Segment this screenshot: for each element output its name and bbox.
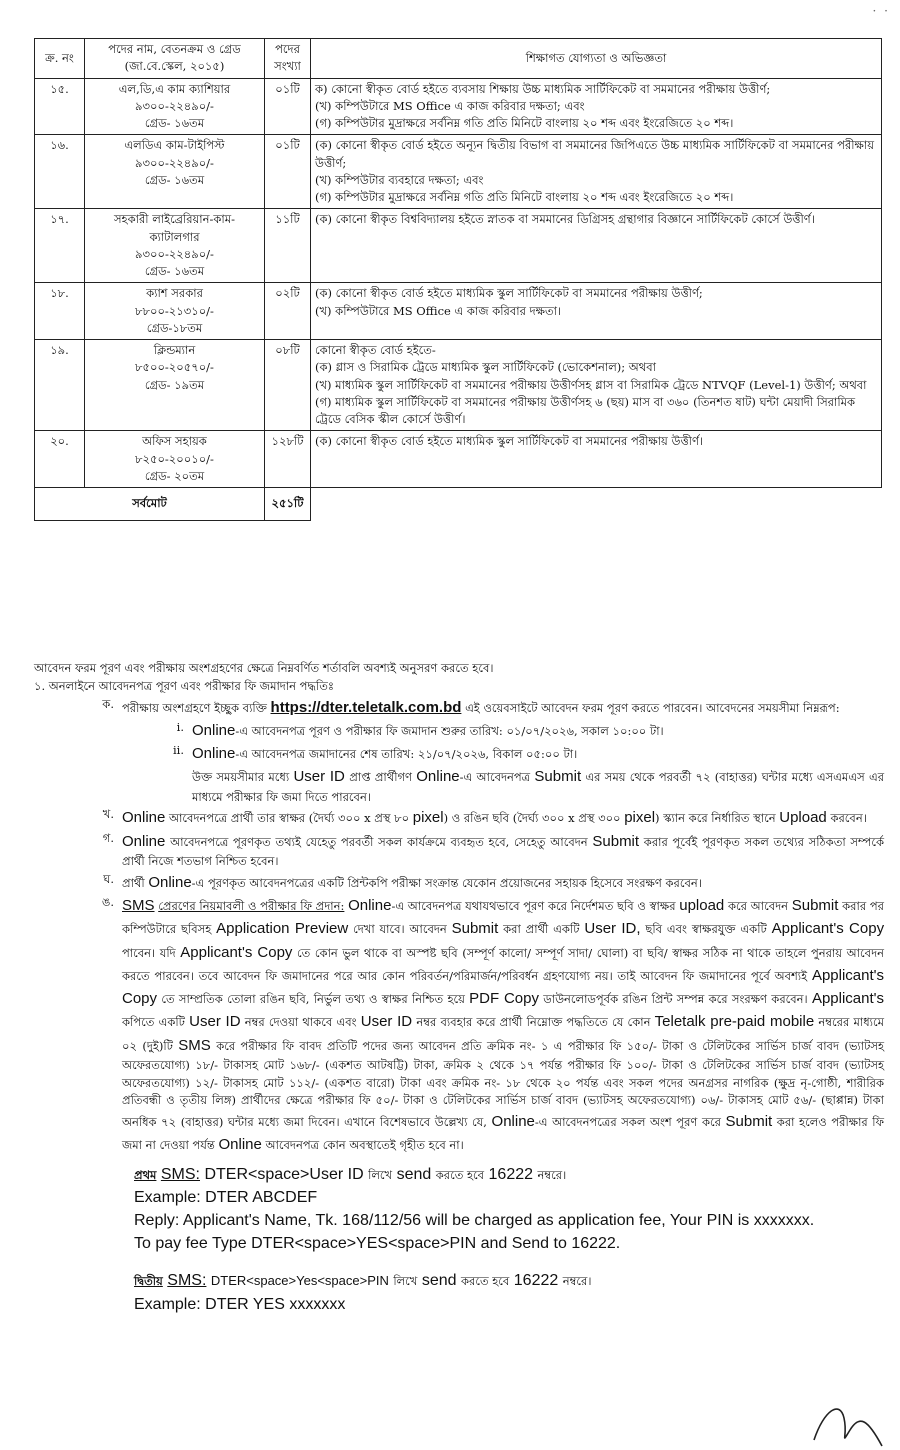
table-total-row <box>35 488 882 521</box>
item-uma-label: ঙ. <box>101 895 114 909</box>
qualification-line: (ক) গ্লাস ও সিরামিক ট্রেডে মাধ্যমিক স্কুল সার্টিফিকেট (ভোকেশনাল); অথবা <box>315 360 656 375</box>
first-sms-send: send <box>396 1165 432 1183</box>
item-kha-text-1: আবেদনপত্রে প্রার্থী তার স্বাক্ষর (দৈর্ঘ্য ৩০০ x প্রস্থ ৮০ <box>169 811 410 826</box>
post-name-line: এলডিএ কাম-টাইপিস্ট <box>124 138 225 153</box>
item-uma <box>34 894 884 1157</box>
item-ka <box>34 696 884 719</box>
row-serial: ১৮. <box>35 283 85 340</box>
item-ka-text-2: এই ওয়েবসাইটে আবেদন ফরম পূরণ করতে পারবেন। আবেদনের সময়সীমা নিম্নরূপ: <box>465 700 840 715</box>
item-kha-text-4: করবেন। <box>830 811 867 826</box>
item-kha-pixel-1: pixel <box>412 809 444 827</box>
item-uma-sms-2: SMS <box>178 1036 211 1054</box>
item-uma-text-6: ছবি এবং স্বাক্ষরযুক্ত একটি <box>645 922 767 937</box>
row-qualification <box>311 431 882 488</box>
post-name-line: ৮৫০০-২০৫৭০/- <box>135 360 214 375</box>
item-i-online: Online <box>192 721 236 739</box>
item-uma-online: Online <box>348 897 392 914</box>
second-sms-label: দ্বিতীয় <box>134 1274 163 1289</box>
second-sms-bn-1: লিখে <box>393 1274 418 1289</box>
item-ga-submit: Submit <box>592 832 640 850</box>
item-uma-text-11: কপিতে একটি <box>122 1015 185 1030</box>
row-post-count: ০৮টি <box>265 340 311 431</box>
first-sms-line <box>134 1163 884 1186</box>
item-uma-submit-2: Submit <box>451 920 499 938</box>
item-ka-text: পরীক্ষায় অংশগ্রহণে ইচ্ছুক ব্যক্তি <box>122 700 267 715</box>
item-ii-label: ii. <box>172 743 184 758</box>
item-uma-text-3: করার পর কম্পিউটারে ছবিসহ <box>122 899 884 937</box>
item-i <box>34 719 884 742</box>
item-gha-label: ঘ. <box>103 871 114 886</box>
item-ga-label: গ. <box>102 830 114 845</box>
item-ii <box>34 742 884 806</box>
item-ii-online-2: Online <box>416 768 460 786</box>
table-row <box>35 78 882 135</box>
instructions-section <box>34 660 884 1316</box>
row-qualification <box>311 283 882 340</box>
row-post-name <box>85 283 265 340</box>
table-body <box>35 78 882 488</box>
item-uma-teletalk: Teletalk pre-paid mobile <box>654 1013 815 1031</box>
qualification-line: (ক) কোনো স্বীকৃত বিশ্ববিদ্যালয় হইতে স্নাতক বা সমমানের ডিগ্রিসহ গ্রন্থাগার বিজ্ঞানে সার্টিফিকেট কোর্সে উত্তীর্ণ। <box>315 212 815 227</box>
item-ii-extra-2: প্রাপ্ত প্রার্থীগণ <box>349 770 412 785</box>
qualification-line: (খ) কম্পিউটার ব্যবহারে দক্ষতা; এবং <box>315 172 484 187</box>
first-sms-bn-2: করতে হবে <box>435 1167 485 1182</box>
row-post-name <box>85 431 265 488</box>
table-row <box>35 283 882 340</box>
item-ga-text-2: করার পূর্বেই পূরণকৃত সকল তথ্যের সঠিকতা সম্পর্কে প্রার্থী নিজে শতভাগ নিশ্চিত হবেন। <box>122 834 884 868</box>
row-post-count: ১১টি <box>265 209 311 283</box>
posts-table <box>34 38 882 521</box>
first-sms-number: 16222 <box>488 1165 534 1183</box>
second-sms-bn-2: করতে হবে <box>460 1274 510 1289</box>
signature-mark <box>810 1390 890 1450</box>
post-name-line: ৯৩০০-২২৪৯০/- <box>135 155 214 170</box>
qualification-line: (ক) কোনো স্বীকৃত বোর্ড হইতে মাধ্যমিক স্কুল সার্টিফিকেট বা সমমানের পরীক্ষায় উত্তীর্ণ; <box>315 286 703 301</box>
post-name-line: ৯৩০০-২২৪৯০/- <box>135 98 214 113</box>
item-uma-text-5: করা প্রার্থী একটি <box>503 922 580 937</box>
qualification-line: (ক) কোনো স্বীকৃত বোর্ড হইতে অন্যূন দ্বিতীয় বিভাগ বা সমমানের জিপিএতে উচ্চ মাধ্যমিক সার্টিফিকেট বা সমমানের পরীক্ষায় উত্তীর্ণ; <box>315 138 874 170</box>
item-gha-text-2: -এ পূরণকৃত আবেদনপত্রের একটি প্রিন্টকপি পরীক্ষা সংক্রান্ত যেকোন প্রয়োজনের সহায়ক হিসেবে সংরক্ষণ করবেন। <box>191 875 702 890</box>
example-2: Example: DTER YES xxxxxxx <box>134 1295 346 1313</box>
table-row <box>35 209 882 283</box>
post-name-line: গ্রেড- ১৯তম <box>144 377 205 392</box>
item-gha-text-1: প্রার্থী <box>122 875 145 890</box>
post-name-line: গ্রেড- ২০তম <box>144 468 205 483</box>
row-serial: ১৫. <box>35 78 85 135</box>
item-uma-submit: Submit <box>791 897 839 914</box>
item-uma-submit-3: Submit <box>725 1113 773 1131</box>
item-uma-text-8: তে কোন ভুল থাকে বা অস্পষ্ট ছবি (সম্পূর্ণ কালো/ সম্পূর্ণ সাদা/ ঘোলা) বা ছবি/ স্বাক্ষর সঠিক না থাকে তাহলে পুনরায় আবেদন করতে পারবেন। তবে আবেদন ফি জমাদানের পরে আর কোন পরিবর্তন/পরিমার্জন/পরিবর্ধন গ্রহণযোগ্য নয়। তাই আবেদন ফি জমাদানের পূর্বে অবশ্যই <box>122 945 884 983</box>
second-sms-number: 16222 <box>513 1272 559 1290</box>
post-name-line: সহকারী লাইব্রেরিয়ান-কাম-ক্যাটালগার <box>113 212 236 244</box>
second-sms-command: DTER<space>Yes<space>PIN <box>210 1273 389 1289</box>
section-1-title: ১. অনলাইনে আবেদনপত্র পূরণ এবং পরীক্ষার ফি জমাদান পদ্ধতিঃ <box>34 678 334 693</box>
item-kha-text-3: ) স্ক্যান করে নির্ধারিত স্থানে <box>655 811 776 826</box>
item-ii-extra-3: -এ আবেদনপত্র <box>459 770 531 785</box>
first-sms-bn-3: নম্বরে। <box>537 1167 567 1182</box>
post-name-line: ৮২৫০-২০০১০/- <box>135 451 214 466</box>
item-uma-userid: User ID, <box>584 920 641 938</box>
item-i-text: -এ আবেদনপত্র পূরণ ও পরীক্ষার ফি জমাদান শুরুর তারিখ: ০১/০৭/২০২৬, সকাল ১০:০০ টা। <box>235 723 664 738</box>
item-uma-copy: Applicant's Copy <box>771 920 885 938</box>
row-qualification <box>311 209 882 283</box>
table-row <box>35 340 882 431</box>
row-serial: ১৯. <box>35 340 85 431</box>
post-name-line: ক্যাশ সরকার <box>146 286 203 301</box>
item-uma-heading: প্রেরণের নিয়মাবলী ও পরীক্ষার ফি প্রদান: <box>158 899 345 913</box>
second-sms-line <box>134 1269 884 1292</box>
item-ga-online: Online <box>122 832 166 850</box>
corner-scan-mark: · · <box>872 4 890 18</box>
item-uma-copy-4: Applicant's <box>811 990 885 1007</box>
to-pay-text: To pay fee Type DTER<space>YES<space>PIN and Send to 16222. <box>134 1235 621 1253</box>
instructions-intro: আবেদন ফরম পূরণ এবং পরীক্ষায় অংশগ্রহণের ক্ষেত্রে নিম্নবর্ণিত শর্তাবলি অবশ্যই অনুসরণ করতে হবে। <box>34 661 494 675</box>
application-website-link[interactable]: https://dter.teletalk.com.bd <box>270 698 462 716</box>
item-ga-text-1: আবেদনপত্রে পূরণকৃত তথ্যই যেহেতু পরবর্তী সকল কার্যক্রমে ব্যবহৃত হবে, সেহেতু আবেদন <box>170 834 588 849</box>
example-1: Example: DTER ABCDEF <box>134 1188 318 1206</box>
row-post-name <box>85 209 265 283</box>
sms-instructions <box>134 1163 884 1316</box>
item-kha-label: খ. <box>102 807 114 822</box>
row-qualification <box>311 135 882 209</box>
first-sms-command: DTER<space>User ID <box>204 1165 364 1183</box>
item-uma-userid-2: User ID <box>189 1013 241 1031</box>
row-serial: ১৬. <box>35 135 85 209</box>
row-qualification <box>311 340 882 431</box>
item-uma-text-7: পাবেন। যদি <box>122 945 176 960</box>
item-kha-upload: Upload <box>779 809 827 827</box>
first-sms-label: প্রথম <box>134 1167 157 1182</box>
second-sms-send: send <box>421 1272 457 1290</box>
post-name-line: গ্রেড-১৮তম <box>146 320 203 335</box>
item-uma-text-10: ডাউনলোডপূর্বক রঙিন প্রিন্ট সম্পন্ন করে সংরক্ষণ করবেন। <box>543 992 808 1006</box>
item-kha-pixel-2: pixel <box>624 809 656 827</box>
total-value: ২৫১টি <box>265 488 311 521</box>
row-post-name <box>85 340 265 431</box>
qualification-line: (ক) কোনো স্বীকৃত বোর্ড হইতে মাধ্যমিক স্কুল সার্টিফিকেট বা সমমানের পরীক্ষায় উত্তীর্ণ। <box>315 434 704 449</box>
row-qualification <box>311 78 882 135</box>
row-post-name <box>85 135 265 209</box>
row-post-count: ০২টি <box>265 283 311 340</box>
qualification-line: (খ) কম্পিউটারে MS Office এ কাজ করিবার দক্ষতা; এবং <box>315 98 585 113</box>
post-name-line: ৯৩০০-২২৪৯০/- <box>135 246 214 261</box>
row-serial: ১৭. <box>35 209 85 283</box>
item-gha-online: Online <box>148 873 192 891</box>
item-ga <box>34 830 884 871</box>
item-kha-online: Online <box>122 809 166 827</box>
item-i-label: i. <box>176 719 184 734</box>
qualification-line: ক) কোনো স্বীকৃত বোর্ড হইতে ব্যবসায় শিক্ষায় উচ্চ মাধ্যমিক সার্টিফিকেট বা সমমানের পরীক্ষায় উত্তীর্ণ; <box>315 81 771 96</box>
item-kha-text-2: ) ও রঙিন ছবি (দৈর্ঘ্য ৩০০ x প্রস্থ ৩০০ <box>443 811 621 826</box>
item-uma-upload: upload <box>679 897 725 914</box>
item-uma-text-13: নম্বর ব্যবহার করে প্রার্থী নিম্নোক্ত পদ্ধতিতে যে কোন <box>416 1015 651 1030</box>
item-uma-text-18: আবেদনপত্র কোন অবস্থাতেই গৃহীত হবে না। <box>265 1138 464 1153</box>
post-name-line: ৮৮০০-২১৩১০/- <box>135 303 214 318</box>
qualification-line: (গ) মাধ্যমিক স্কুল সার্টিফিকেট বা সমমানের পরীক্ষায় উত্তীর্ণসহ ৬ (ছয়) মাস বা ৩৬০ (তিনশত ষাট) ঘন্টা মেয়াদী সিরামিক ট্রেডে বেসিক স্কীল কোর্সে উত্তীর্ণ। <box>315 394 856 426</box>
item-uma-text-15: করে পরীক্ষার ফি বাবদ প্রতিটি পদের জন্য আবেদন প্রতি ক্রমিক নং- ১ এ পরীক্ষার ফি ১৫০/- টাকা ও টেলিটকের সার্ভিস চার্জ বাবদ (ভ্যাটসহ অফেরতযোগ্য) ১৮/- টাকাসহ মোট ১৬৮/- (একশত আটষট্টি) টাকা, ক্রমিক ২ থেকে ১৭ পর্যন্ত পরীক্ষার ফি ১০০/- টাকা ও টেলিটকের সার্ভিস চার্জ বাবদ (ভ্যাটসহ অফেরতযোগ্য) ১২/- টাকাসহ মোট ১১২/- (একশত বারো) টাকা এবং ক্রমিক নং- ১৮ থেকে ২০ পর্যন্ত এবং সকল পদের অনগ্রসর নাগরিক (ক্ষুদ্র নৃ-গোষ্ঠী, শারীরিক প্রতিবন্ধী ও তৃতীয় লিঙ্গ) প্রার্থীদের ক্ষেত্রে পরীক্ষার ফি ৫০/- টাকা ও টেলিটকের সার্ভিস চার্জ বাবদ (ভ্যাটসহ অফেরতযোগ্য) ০৬/- টাকাসহ মোট ৫৬/- (ছাপ্পান্ন) টাকা অনধিক ৭২ (বাহাত্তর) ঘন্টার মধ্যে জমা দিবেন। এখানে বিশেষভাবে উল্লেখ্য যে, <box>122 1038 885 1130</box>
second-sms-bn-3: নম্বরে। <box>562 1274 592 1289</box>
post-name-line: এল,ডি,এ কাম ক্যাশিয়ার <box>118 81 231 96</box>
header-post-count: পদের সংখ্যা <box>265 39 311 79</box>
item-uma-text-9: তে সাম্প্রতিক তোলা রঙিন ছবি, নির্ভুল তথ্য ও স্বাক্ষর নিশ্চিত হয়ে <box>161 992 465 1006</box>
row-post-count: ০১টি <box>265 78 311 135</box>
table-row <box>35 431 882 488</box>
item-ka-label: ক. <box>102 696 114 711</box>
first-sms-tag: SMS: <box>160 1165 200 1183</box>
post-name-line: অফিস সহায়ক <box>142 434 207 449</box>
item-uma-sms: SMS <box>122 897 155 914</box>
qualification-line: (গ) কম্পিউটার মুদ্রাক্ষরে সর্বনিম্ন গতি প্রতি মিনিটে বাংলায় ২০ শব্দ এবং ইংরেজিতে ২০ শব্দ। <box>315 116 734 130</box>
item-ii-extra-4: এর সময় থেকে পরবর্তী ৭২ (বাহাত্তর) ঘন্টার মধ্যে এসএমএস এর মাধ্যমে পরীক্ষার ফি জমা দিতে পারবেন। <box>192 770 885 804</box>
item-gha <box>34 871 884 894</box>
item-uma-pdf: PDF Copy <box>469 990 539 1007</box>
item-uma-userid-3: User ID <box>360 1013 413 1031</box>
row-post-name <box>85 78 265 135</box>
item-uma-copy-3: Applicant's Copy <box>122 966 885 1007</box>
item-uma-text-2: করে আবেদন <box>727 899 789 913</box>
header-serial: ক্র. নং <box>35 39 85 79</box>
header-qualification: শিক্ষাগত যোগ্যতা ও অভিজ্ঞতা <box>311 39 882 79</box>
post-name-line: গ্রেড- ১৬তম <box>144 172 205 187</box>
item-ii-text: -এ আবেদনপত্র জমাদানের শেষ তারিখ: ২১/০৭/২০২৬, বিকাল ০৫:০০ টা। <box>235 747 578 762</box>
post-name-line: গ্রেড- ১৬তম <box>144 264 205 278</box>
qualification-line: (খ) কম্পিউটারে MS Office এ কাজ করিবার দক্ষতা। <box>315 303 562 318</box>
item-uma-copy-2: Applicant's Copy <box>180 943 293 961</box>
item-uma-text-4: দেখা যাবে। আবেদন <box>353 922 447 937</box>
total-label: সর্বমোট <box>35 488 265 521</box>
item-ii-online: Online <box>192 745 236 763</box>
item-uma-text-1: -এ আবেদনপত্র যথাযথভাবে পূরণ করে নির্দেশমত ছবি ও স্বাক্ষর <box>391 899 676 913</box>
row-post-count: ০১টি <box>265 135 311 209</box>
item-kha <box>34 806 884 829</box>
header-post-name: পদের নাম, বেতনক্রম ও গ্রেড (জা.বে.স্কেল, ২০১৫) <box>85 39 265 79</box>
row-post-count: ১২৮টি <box>265 431 311 488</box>
table-row <box>35 135 882 209</box>
item-uma-online-3: Online <box>218 1136 262 1154</box>
qualification-line: (খ) মাধ্যমিক স্কুল সার্টিফিকেট বা সমমানের পরীক্ষায় উত্তীর্ণসহ গ্লাস বা সিরামিক ট্রেডে NTVQF (Level-1) উত্তীর্ণ; অথবা <box>315 377 867 392</box>
qualification-line: কোনো স্বীকৃত বোর্ড হইতে- <box>315 343 436 357</box>
first-sms-bn-1: লিখে <box>368 1167 393 1182</box>
post-name-line: গ্রেড- ১৬তম <box>144 116 205 130</box>
second-sms-tag: SMS: <box>167 1272 207 1290</box>
item-uma-text-12: নম্বর দেওয়া থাকবে এবং <box>244 1015 357 1030</box>
table-header-row <box>35 39 882 79</box>
item-ii-userid: User ID <box>293 768 345 786</box>
item-ii-submit: Submit <box>534 768 582 786</box>
reply-text: Reply: Applicant's Name, Tk. 168/112/56 will be charged as application fee, Your PIN is xxxxxxx. <box>134 1212 815 1230</box>
post-name-line: ক্লিন্ডম্যান <box>153 343 196 357</box>
item-uma-text-17: করা হলেও পরীক্ষার ফি জমা না দেওয়া পর্যন্ত <box>122 1115 884 1153</box>
item-uma-preview: Application Preview <box>216 920 349 938</box>
item-uma-text-16: -এ আবেদনপত্রের সকল অংশ পূরণ করে <box>534 1115 721 1130</box>
item-uma-text-14: নম্বরের মাধ্যমে ০২ (দুই)টি <box>122 1015 884 1053</box>
qualification-line: (গ) কম্পিউটার মুদ্রাক্ষরে সর্বনিম্ন গতি প্রতি মিনিটে বাংলায় ২০ শব্দ এবং ইংরেজিতে ২০ শব্দ। <box>315 190 734 204</box>
item-uma-online-2: Online <box>491 1113 535 1131</box>
row-serial: ২০. <box>35 431 85 488</box>
item-ii-extra: উক্ত সময়সীমার মধ্যে <box>192 770 290 785</box>
